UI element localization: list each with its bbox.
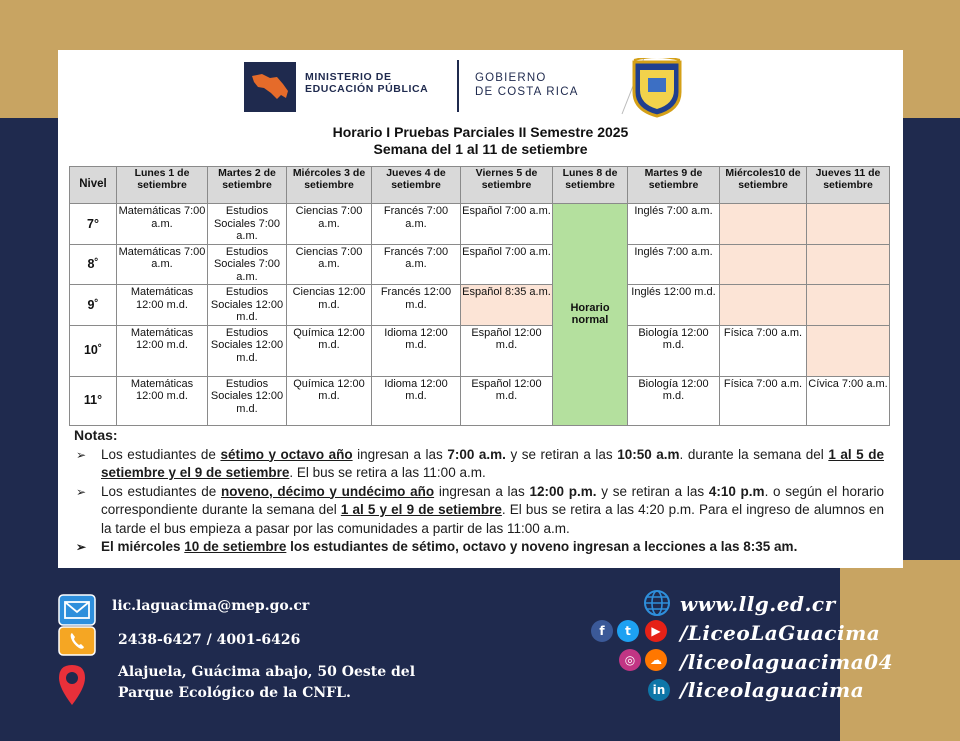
- column-header-day: Jueves 4 de setiembre: [372, 167, 461, 204]
- column-header-day: Martes 9 de setiembre: [628, 167, 720, 204]
- empty-cell: [807, 204, 890, 245]
- column-header-day: Lunes 8 de setiembre: [553, 167, 628, 204]
- note-emphasis: noveno, décimo y undécimo año: [220, 483, 435, 499]
- location-pin-icon: [57, 663, 87, 707]
- instagram-icon[interactable]: ◎: [619, 649, 641, 671]
- school-shield-icon: [630, 58, 684, 118]
- table-row: [70, 285, 890, 326]
- column-header-day: Martes 2 de setiembre: [208, 167, 287, 204]
- exam-cell: Ciencias 7:00 a.m.: [287, 204, 372, 245]
- exam-cell: Idioma 12:00 m.d.: [372, 376, 461, 425]
- facebook-handle-link[interactable]: /LiceoLaGuacima: [680, 621, 881, 645]
- note-text: El miércoles: [101, 539, 185, 554]
- note-text: y se retiran a las: [596, 483, 709, 499]
- exam-cell: Ciencias 7:00 a.m.: [287, 244, 372, 285]
- government-name: [475, 71, 579, 99]
- empty-cell: [720, 285, 807, 326]
- table-row: [70, 204, 890, 245]
- costa-rica-map-icon: [244, 62, 296, 112]
- page-subtitle: Semana del 1 al 11 de setiembre: [373, 141, 588, 157]
- empty-cell: [807, 325, 890, 376]
- note-emphasis: sétimo y octavo año: [220, 446, 353, 462]
- note-emphasis: 4:10 p.m: [708, 483, 765, 499]
- note-text: y se retiran a las: [505, 446, 618, 462]
- column-header-day: Miércoles10 de setiembre: [720, 167, 807, 204]
- header-divider: [457, 60, 459, 112]
- note-emphasis: 10 de setiembre: [184, 539, 287, 554]
- empty-cell: [720, 244, 807, 285]
- exam-cell: Matemáticas 7:00 a.m.: [117, 204, 208, 245]
- exam-cell: Francés 12:00 m.d.: [372, 285, 461, 326]
- exam-schedule-table: [69, 166, 890, 426]
- arrow-bullet-icon: ➢: [76, 540, 87, 554]
- ministry-line-2: EDUCACIÓN PÚBLICA: [305, 83, 429, 95]
- note-emphasis: 1 al 5 y el 9 de setiembre: [340, 502, 502, 517]
- government-line-1: GOBIERNO: [475, 72, 547, 84]
- column-header-day: Jueves 11 de setiembre: [807, 167, 890, 204]
- page-title: Horario I Pruebas Parciales II Semestre 2025: [332, 124, 629, 140]
- twitter-icon[interactable]: t: [617, 620, 639, 642]
- exam-cell: Física 7:00 a.m.: [720, 325, 807, 376]
- note-text: ingresan a las: [352, 446, 448, 462]
- level-cell: 8˚: [70, 244, 117, 285]
- ministry-name: [305, 71, 428, 95]
- level-cell: 11°: [70, 376, 117, 425]
- normal-schedule-cell: Horario normal: [553, 204, 628, 426]
- level-cell: 7°: [70, 204, 117, 245]
- table-row: [70, 325, 890, 376]
- notes-section: [74, 426, 884, 557]
- linkedin-handle-link[interactable]: /liceolaguacima: [680, 678, 865, 702]
- exam-cell: Español 12:00 m.d.: [461, 325, 553, 376]
- exam-cell: Matemáticas 7:00 a.m.: [117, 244, 208, 285]
- column-header-day: Viernes 5 de setiembre: [461, 167, 553, 204]
- exam-cell: Cívica 7:00 a.m.: [807, 376, 890, 425]
- exam-cell: Inglés 12:00 m.d.: [628, 285, 720, 326]
- exam-cell: Idioma 12:00 m.d.: [372, 325, 461, 376]
- note-emphasis: 1 al 5 de setiembre y el 9 de setiembre: [101, 446, 884, 480]
- note-text: .: [793, 539, 798, 554]
- column-header-day: Miércoles 3 de setiembre: [287, 167, 372, 204]
- instagram-handle-link[interactable]: /liceolaguacima04: [680, 650, 894, 674]
- note-text: los estudiantes de sétimo, octavo y noveno ingresan a lecciones a las 8:35 am: [286, 539, 794, 554]
- soundcloud-icon[interactable]: ☁: [645, 649, 667, 671]
- schedule-card: [58, 50, 903, 568]
- note-text: . El bus se retira a las 11:00 a.m.: [289, 465, 486, 480]
- note-emphasis: 7:00 a.m.: [447, 446, 506, 462]
- exam-cell: Estudios Sociales 12:00 m.d.: [208, 376, 287, 425]
- note-item: [74, 483, 884, 539]
- note-text: Los estudiantes de: [101, 483, 221, 499]
- note-text: . durante la semana del: [679, 446, 829, 462]
- table-row: [70, 244, 890, 285]
- note-text: Los estudiantes de: [101, 446, 221, 462]
- empty-cell: [807, 244, 890, 285]
- phone-icon: [58, 626, 96, 656]
- exam-cell: Química 12:00 m.d.: [287, 325, 372, 376]
- linkedin-icon[interactable]: in: [648, 679, 670, 701]
- note-text: ingresan a las: [434, 483, 530, 499]
- website-link[interactable]: www.llg.ed.cr: [680, 592, 836, 616]
- note-item: [74, 446, 884, 483]
- note-emphasis: 10:50 a.m: [617, 446, 680, 462]
- exam-cell: Estudios Sociales 12:00 m.d.: [208, 285, 287, 326]
- arrow-bullet-icon: ➢: [76, 447, 87, 462]
- empty-cell: [807, 285, 890, 326]
- column-header-day: Lunes 1 de setiembre: [117, 167, 208, 204]
- notes-title: Notas:: [74, 427, 118, 443]
- empty-cell: [720, 204, 807, 245]
- phone-numbers: 2438-6427 / 4001-6426: [118, 632, 301, 648]
- exam-cell: Matemáticas 12:00 m.d.: [117, 285, 208, 326]
- email-link[interactable]: lic.laguacima@mep.go.cr: [112, 598, 310, 614]
- column-header-level: Nivel: [70, 167, 117, 204]
- note-emphasis: 12:00 p.m.: [529, 483, 597, 499]
- level-cell: 9˚: [70, 285, 117, 326]
- exam-cell: Inglés 7:00 a.m.: [628, 204, 720, 245]
- exam-cell: Estudios Sociales 7:00 a.m.: [208, 204, 287, 245]
- arrow-bullet-icon: ➢: [76, 484, 87, 499]
- youtube-icon[interactable]: ▶: [645, 620, 667, 642]
- exam-cell: Español 7:00 a.m.: [461, 204, 553, 245]
- exam-cell-highlight: Español 8:35 a.m.: [461, 285, 553, 326]
- exam-cell: Química 12:00 m.d.: [287, 376, 372, 425]
- email-icon: [58, 594, 96, 626]
- government-line-2: DE COSTA RICA: [475, 86, 579, 98]
- exam-cell: Matemáticas 12:00 m.d.: [117, 325, 208, 376]
- table-row: [70, 376, 890, 425]
- exam-cell: Biología 12:00 m.d.: [628, 325, 720, 376]
- facebook-icon[interactable]: f: [591, 620, 613, 642]
- note-text: . o según el horario correspondiente durante la semana del: [101, 483, 884, 517]
- exam-cell: Estudios Sociales 12:00 m.d.: [208, 325, 287, 376]
- exam-cell: Francés 7:00 a.m.: [372, 244, 461, 285]
- ministry-line-1: MINISTERIO DE: [305, 71, 392, 83]
- exam-cell: Ciencias 12:00 m.d.: [287, 285, 372, 326]
- globe-icon: [643, 589, 671, 617]
- exam-cell: Estudios Sociales 7:00 a.m.: [208, 244, 287, 285]
- note-text: . El bus se retira a las 4:20 p.m. Para el ingreso de alumnos en la tarde el bus empieza a pasar por las comunidades a partir de las 11:00 a.m.: [101, 502, 885, 536]
- exam-cell: Español 7:00 a.m.: [461, 244, 553, 285]
- exam-cell: Física 7:00 a.m.: [720, 376, 807, 425]
- exam-cell: Matemáticas 12:00 m.d.: [117, 376, 208, 425]
- exam-cell: Biología 12:00 m.d.: [628, 376, 720, 425]
- level-cell: 10˚: [70, 325, 117, 376]
- exam-cell: Inglés 7:00 a.m.: [628, 244, 720, 285]
- note-item: [74, 538, 884, 557]
- exam-cell: Español 12:00 m.d.: [461, 376, 553, 425]
- address-line-1: Alajuela, Guácima abajo, 50 Oeste del: [118, 664, 416, 680]
- address-line-2: Parque Ecológico de la CNFL.: [118, 685, 351, 701]
- exam-cell: Francés 7:00 a.m.: [372, 204, 461, 245]
- table-header-row: [70, 167, 890, 204]
